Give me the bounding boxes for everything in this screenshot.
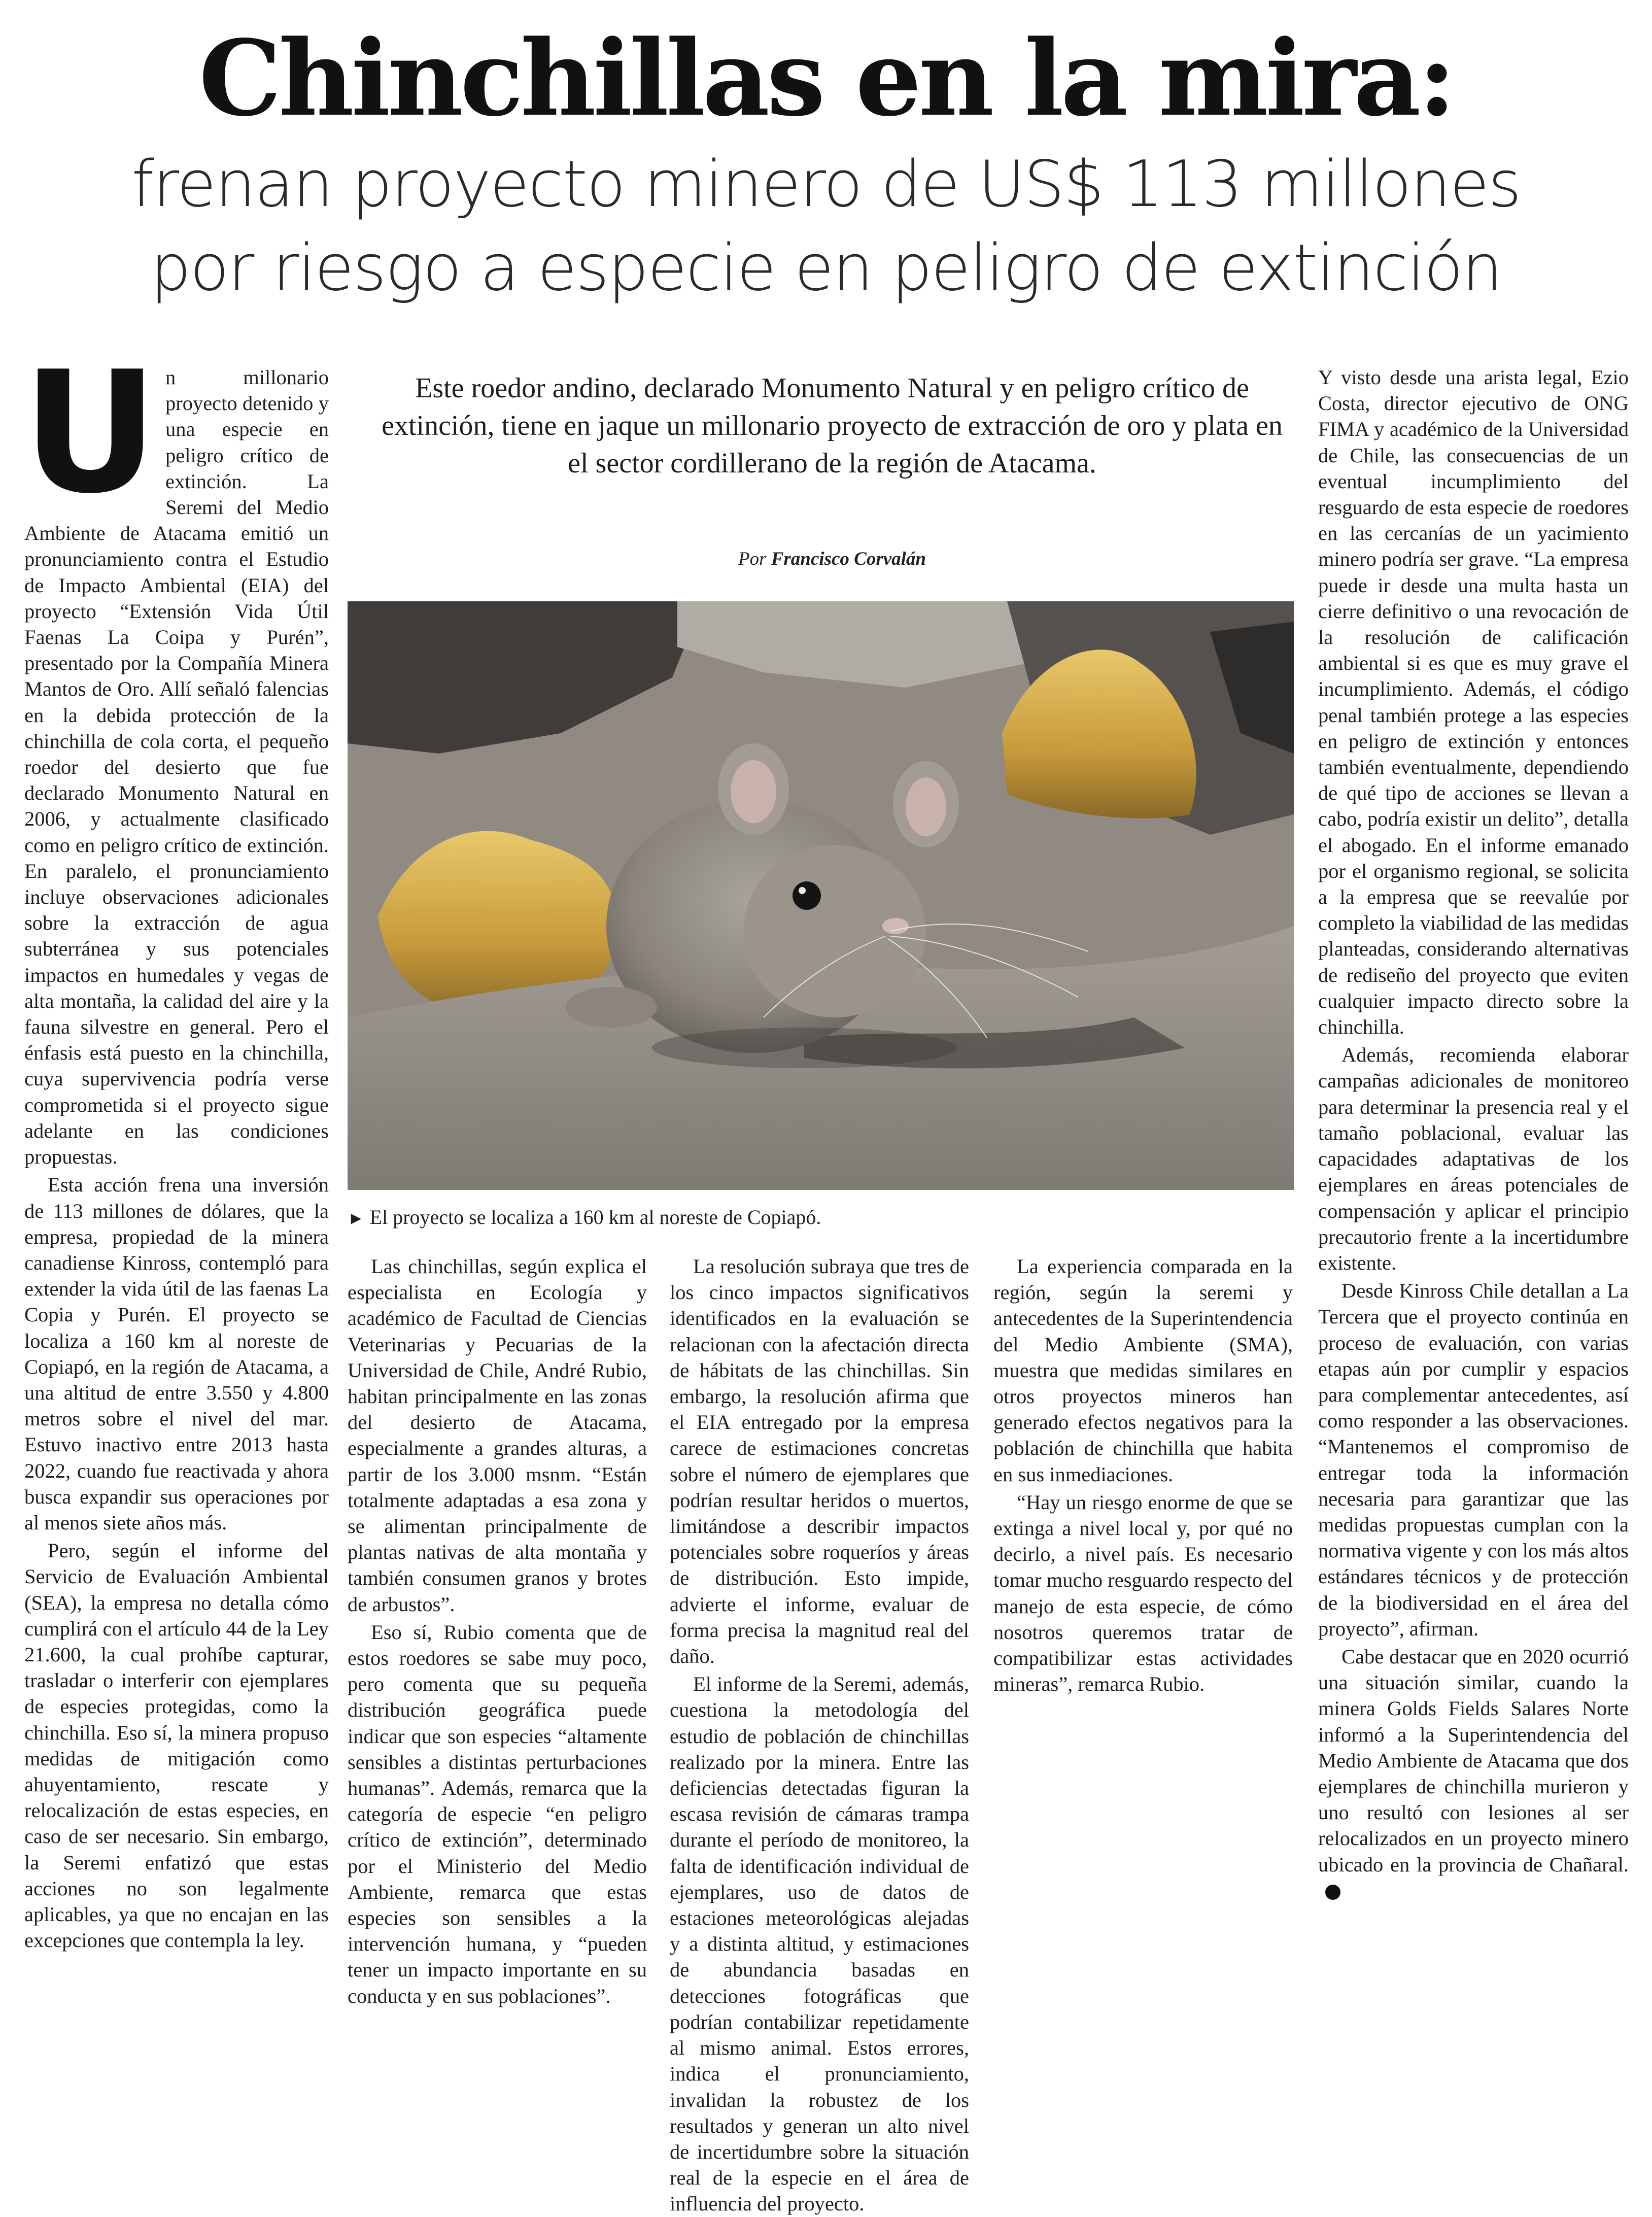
photo-caption xyxy=(348,1205,1294,1229)
subheadline-line-2: por riesgo a especie en peligro de extinción xyxy=(150,230,1502,305)
caption-marker: ► xyxy=(348,1209,365,1228)
paragraph: La resolución subraya que tres de los cinco impactos significativos identificados en la evaluación se relacionan con la afectación directa de hábitats de las chinchillas. Sin embargo, la resolución afirma que el EIA entregado por la empresa carece de estimaciones concretas sobre el número de ejemplares que podrían resultar heridos o muertos, limitándose a describir impactos potenciales sobre roqueríos y áreas de distribución. Esto impide, advierte el informe, evaluar de forma precisa la magnitud real del daño. xyxy=(670,1255,969,1668)
paragraph: n millonario proyecto detenido y una especie en peligro crítico de extinción. La Seremi del Medio Ambiente de Atacama emitió un pronunciamiento contra el Estudio de Impacto Ambiental (EIA) del proyecto “Extensión Vida Útil Faenas La Coipa y Purén”, presentado por la Compañía Minera Mantos de Oro. Allí señaló falencias en la debida protección de la chinchilla de cola corta, el pequeño roedor del desierto que fue declarado Monumento Natural en 2006, y actualmente clasificado como en peligro crítico de extinción. En paralelo, el pronunciamiento incluye observaciones adicionales sobre la extracción de agua subterránea y sus potenciales impactos en humedales y vegas de alta montaña, la calidad del aire y la fauna silvestre en general. Pero el énfasis está puesto en la chinchilla, cuya supervivencia podría verse comprometida si el proyecto sigue adelante en las condiciones propuestas. xyxy=(24,366,329,1169)
byline xyxy=(370,548,1294,570)
byline-author: Francisco Corvalán xyxy=(771,549,926,569)
deck: Este roedor andino, declarado Monumento Natural y en peligro crítico de extinción, tiene en jaque un millonario proyecto de extracción de oro y plata en el sector cordillerano de la región de Atacama. xyxy=(382,372,1283,479)
article-column-5 xyxy=(1318,364,1629,1998)
paragraph-text: Cabe destacar que en 2020 ocurrió una situación similar, cuando la minera Golds Fields Salares Norte informó a la Superintendencia del Medio Ambiente de Atacama que dos ejemplares de chinchilla murieron y uno resultó con lesiones al ser relocalizados en un proyecto minero ubicado en la provincia de Chañaral. xyxy=(1318,1645,1629,1876)
byline-prefix: Por xyxy=(738,549,767,569)
paragraph: Pero, según el informe del Servicio de Evaluación Ambiental (SEA), la empresa no detalla cómo cumplirá con el artículo 44 de la Ley 21.600, la cual prohíbe capturar, trasladar o interferir con ejemplares de especies protegidas, como la chinchilla. Eso sí, la minera propuso medidas de mitigación como ahuyentamiento, rescate y relocalización de estas especies, en caso de ser necesario. Sin embargo, la Seremi enfatizó que estas acciones no son legalmente aplicables, ya que no encajan en las excepciones que contempla la ley. xyxy=(24,1539,329,1952)
paragraph: La experiencia comparada en la región, según la seremi y antecedentes de la Superintendencia del Medio Ambiente (SMA), muestra que medidas similares en otros proyectos mineros han generado efectos negativos para la población de chinchilla que habita en sus inmediaciones. xyxy=(993,1255,1293,1486)
paragraph: Desde Kinross Chile detallan a La Tercera que el proyecto continúa en proceso de evaluación, con varias etapas aún por cumplir y espacios para complementar antecedentes, así como responder a las observaciones. “Mantenemos el compromiso de entregar toda la información necesaria para garantizar que las medidas propuestas cumplan con la normativa vigente y con los más altos estándares técnicos y de protección de la biodiversidad en el área del proyecto”, afirman. xyxy=(1318,1279,1629,1640)
end-mark-icon xyxy=(1325,1885,1340,1900)
caption-text: El proyecto se localiza a 160 km al noreste de Copiapó. xyxy=(369,1206,821,1229)
paragraph: Y visto desde una arista legal, Ezio Costa, director ejecutivo de ONG FIMA y académico de la Universidad de Chile, las consecuencias de un eventual incumplimiento del resguardo de esta especie de roedores en las cercanías de un yacimiento minero podría ser grave. “La empresa puede ir desde una multa hasta un cierre definitivo o una revocación de la resolución de calificación ambiental si es que es muy grave el incumplimiento. Además, el código penal también protege a las especies en peligro de extinción y entonces también eventualmente, dependiendo de qué tipo de acciones se llevan a cabo, podría existir un delito”, detalla el abogado. En el informe emanado por el organismo regional, se solicita a la empresa que se reevalúe por completo la viabilidad de las medidas planteadas, considerando alternativas de rediseño del proyecto que eviten cualquier impacto directo sobre la chinchilla. xyxy=(1318,366,1629,1039)
paragraph: El informe de la Seremi, además, cuestiona la metodología del estudio de población de chinchillas realizado por la minera. Entre las deficiencias detectadas figuran la escasa revisión de cámaras trampa durante el período de monitoreo, la falta de identificación individual de ejemplares, uso de datos de estaciones meteorológicas alejadas y a distinta altitud, y estimaciones de abundancia basadas en detecciones fotográficas que podrían contabilizar repetidamente al mismo animal. Estos errores, indica el pronunciamiento, invalidan la robustez de los resultados y generan un alto nivel de incertidumbre sobre la situación real de la especie en el área de influencia del proyecto. xyxy=(670,1673,969,2215)
paragraph: Esta acción frena una inversión de 113 millones de dólares, que la empresa, propiedad de la minera canadiense Kinross, contempló para extender la vida útil de las faenas La Copia y Purén. El proyecto se localiza a 160 km al noreste de Copiapó, en la región de Atacama, a una altitud de entre 3.550 y 4.800 metros sobre el nivel del mar. Estuvo inactivo entre 2013 hasta 2022, cuando fue reactivada y ahora busca expandir sus operaciones por al menos siete años más. xyxy=(24,1173,329,1534)
subheadline-line-1: frenan proyecto minero de US$ 113 millones xyxy=(131,147,1521,221)
chinchilla-photo xyxy=(348,601,1294,1190)
chinchilla-illustration xyxy=(348,601,1294,1190)
headline: Chinchillas en la mira: xyxy=(198,18,1454,140)
paragraph: “Hay un riesgo enorme de que se extinga a nivel local y, por qué no decirlo, a nivel país. Es necesario tomar mucho resguardo respecto del manejo de esta especie, de cómo nosotros queremos tratar de compatibilizar estas actividades mineras”, remarca Rubio. xyxy=(993,1490,1293,1696)
article-column-3 xyxy=(670,1253,969,2215)
article-column-1 xyxy=(22,335,329,1998)
drop-cap: U xyxy=(22,335,155,530)
paragraph xyxy=(1318,1644,1629,1903)
article-column-4 xyxy=(993,1253,1293,1999)
paragraph: Eso sí, Rubio comenta que de estos roedores se sabe muy poco, pero comenta que su pequeña distribución geográfica puede indicar que son especies “altamente sensibles a distintas perturbaciones humanas”. Además, remarca que la categoría de especie “en peligro crítico de extinción”, determinado por el Ministerio del Medio Ambiente, remarca que estas especies son sensibles a la intervención humana, y “pueden tener un impacto importante en su conducta y en sus poblaciones”. xyxy=(348,1620,647,2007)
article-column-2 xyxy=(348,1253,647,2007)
paragraph: Las chinchillas, según explica el especialista en Ecología y académico de Facultad de Ciencias Veterinarias y Pecuarias de la Universidad de Chile, André Rubio, habitan principalmente en las zonas del desierto de Atacama, especialmente a grandes alturas, a partir de los 3.000 msnm. “Están totalmente adaptadas a esa zona y se alimentan principalmente de plantas nativas de alta montaña y también consumen granos y brotes de arbustos”. xyxy=(348,1255,647,1616)
paragraph: Además, recomienda elaborar campañas adicionales de monitoreo para determinar la presencia real y el tamaño poblacional, evaluar las capacidades adaptativas de los ejemplares en áreas potenciales de compensación y aplicar el principio precautorio frente a la incertidumbre existente. xyxy=(1318,1043,1629,1274)
